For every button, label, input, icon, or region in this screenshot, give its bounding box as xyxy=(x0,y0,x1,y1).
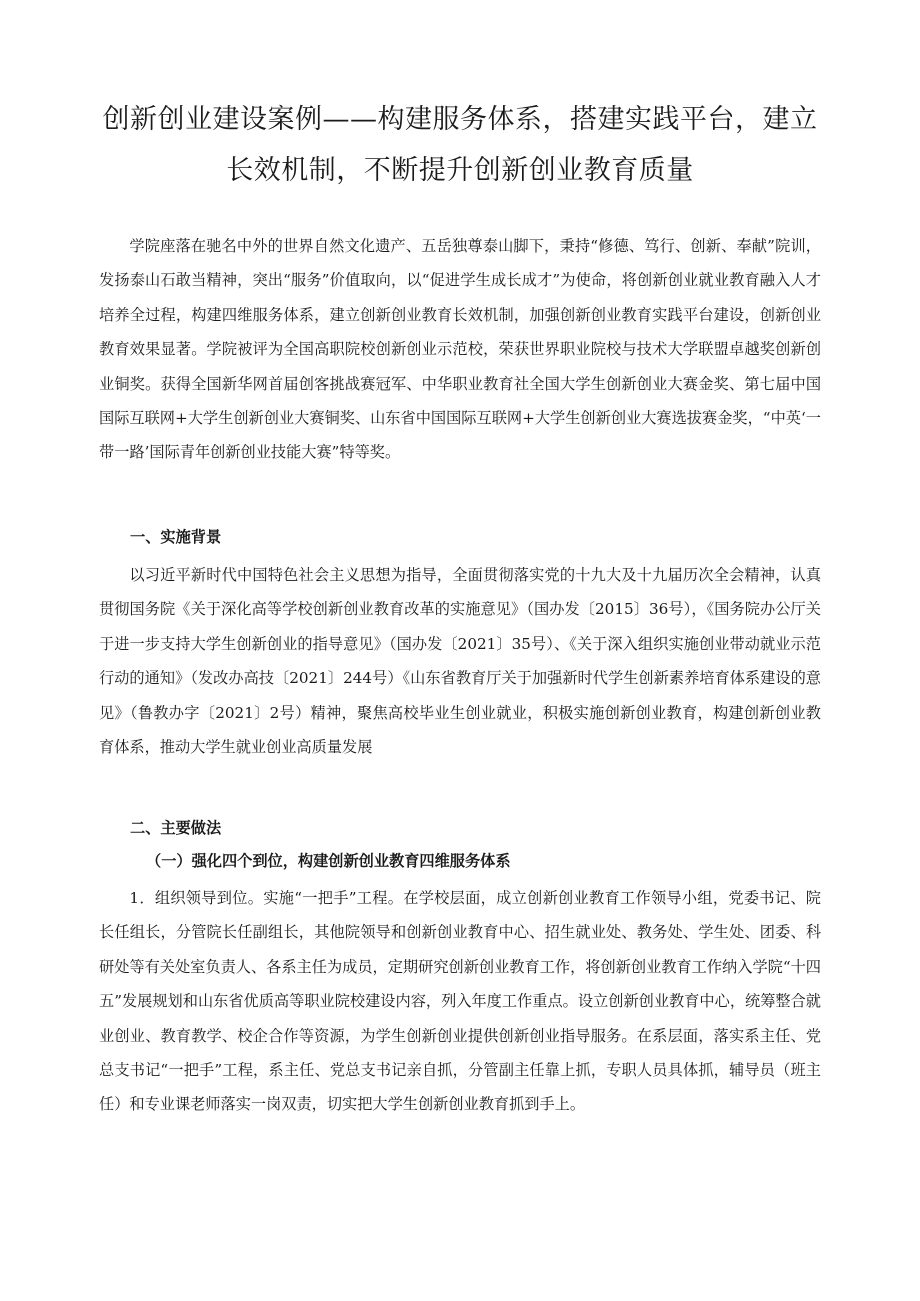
item-1-paragraph: 1．组织领导到位。实施“一把手”工程。在学校层面，成立创新创业教育工作领导小组，党委书记、院长任组长，分管院长任副组长，其他院领导和创新创业教育中心、招生就业处、教务处、学生处、团委、科研处等有关处室负责人、各系主任为成员，定期研究创新创业教育工作，将创新创业教育工作纳入学院“十四五”发展规划和山东省优质高等职业院校建设内容，列入年度工作重点。设立创新创业教育中心，统筹整合就业创业、教育教学、校企合作等资源，为学生创新创业提供创新创业指导服务。在系层面，落实系主任、党总支书记“一把手”工程，系主任、党总支书记亲自抓，分管副主任靠上抓，专职人员具体抓，辅导员（班主任）和专业课老师落实一岗双责，切实把大学生创新创业教育抓到手上。 xyxy=(99,889,821,1114)
document-title-line-1: 创新创业建设案例——构建服务体系，搭建实践平台，建立 xyxy=(102,104,818,135)
intro-paragraph: 学院座落在驰名中外的世界自然文化遗产、五岳独尊泰山脚下，秉持“修德、笃行、创新、奉献”院训，发扬泰山石敢当精神，突出“服务”价值取向，以“促进学生成长成才”为使命，将创新创业就业教育融入人才培养全过程，构建四维服务体系，建立创新创业教育长效机制，加强创新创业教育实践平台建设，创新创业教育效果显著。学院被评为全国高职院校创新创业示范校，荣获世界职业院校与技术大学联盟卓越奖创新创业铜奖。获得全国新华网首届创客挑战赛冠军、中华职业教育社全国大学生创新创业大赛金奖、第七届中国国际互联网+大学生创新创业大赛铜奖、山东省中国国际互联网+大学生创新创业大赛选拔赛金奖，“中英‘一带一路’国际青年创新创业技能大赛”特等奖。 xyxy=(99,237,821,462)
section-heading-background: 一、实施背景 xyxy=(130,528,222,546)
section-heading-main-practices: 二、主要做法 xyxy=(130,819,222,837)
background-paragraph: 以习近平新时代中国特色社会主义思想为指导，全面贯彻落实党的十九大及十九届历次全会精神，认真贯彻国务院《关于深化高等学校创新创业教育改革的实施意见》（国办发〔2015〕36号），《国务院办公厅关于进一步支持大学生创新创业的指导意见》（国办发〔2021〕35号）、《关于深入组织实施创业带动就业示范行动的通知》（发改办高技〔2021〕244号）《山东省教育厅关于加强新时代学生创新素养培育体系建设的意见》（鲁教办字〔2021〕2号）精神，聚焦高校毕业生创业就业，积极实施创新创业教育，构建创新创业教育体系，推动大学生就业创业高质量发展 xyxy=(99,566,821,757)
document-title-line-2: 长效机制，不断提升创新创业教育质量 xyxy=(226,155,694,186)
subsection-heading-four-in-place: （一）强化四个到位，构建创新创业教育四维服务体系 xyxy=(146,852,511,870)
